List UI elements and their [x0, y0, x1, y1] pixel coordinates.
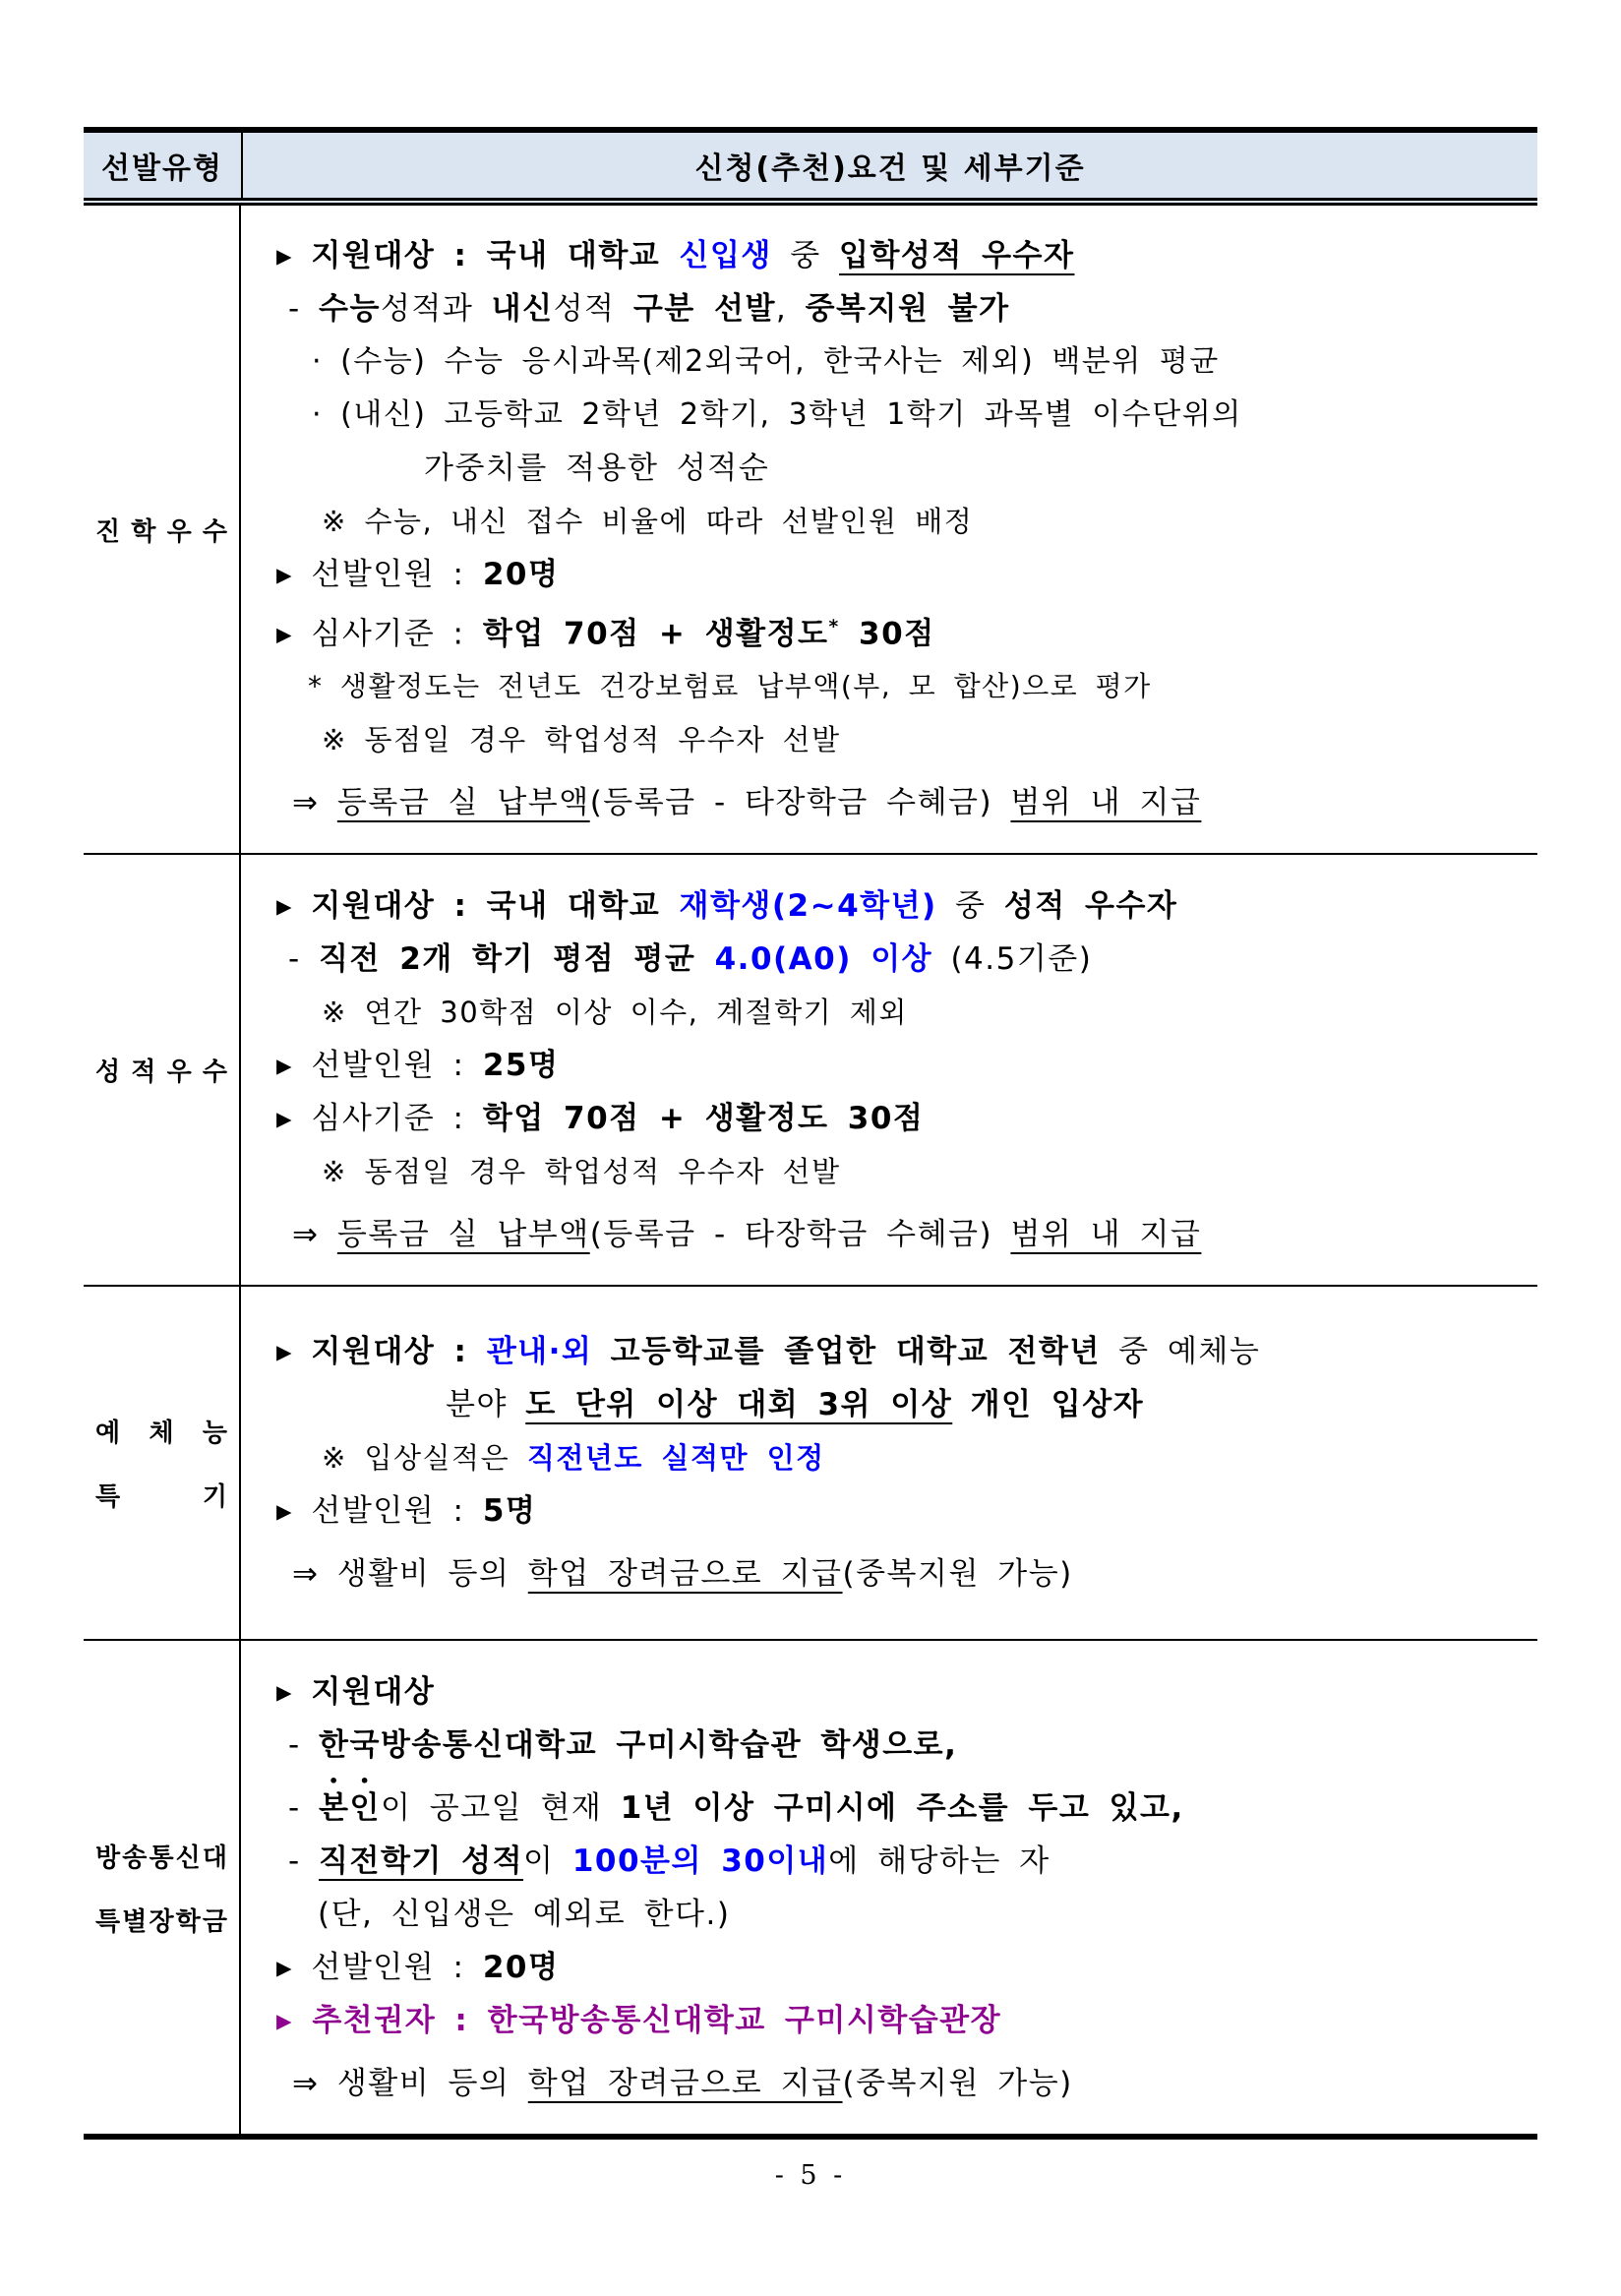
- text-line: [288, 1835, 1530, 1888]
- text-segment: 입학성적 우수자: [839, 238, 1075, 273]
- text-segment: ⇒: [292, 785, 337, 821]
- text-segment: 학업 70점 + 생활정도 30점: [482, 1100, 925, 1136]
- text-segment: 구분 선발: [632, 291, 776, 327]
- text-segment: 고등학교를 졸업한 대학교 전학년: [610, 1334, 1101, 1370]
- text-segment: ▸: [276, 1673, 312, 1710]
- label-char: 체: [149, 1419, 174, 1449]
- label-char: 진: [95, 516, 121, 547]
- text-segment: (중복지원 가능): [842, 2065, 1073, 2101]
- text-segment: ▸: [276, 887, 312, 924]
- text-line: [276, 548, 1530, 601]
- row-label-line: [95, 1838, 227, 1874]
- text-line: [322, 713, 1530, 766]
- row-criteria-content: [241, 1641, 1537, 2134]
- text-segment: 직전년도 실적만 인정: [526, 1441, 825, 1476]
- text-line: [276, 601, 1530, 660]
- label-char: 성: [95, 1057, 121, 1088]
- label-char: 특: [95, 1906, 121, 1937]
- text-segment: -: [288, 1843, 320, 1879]
- table-row-jinhak-usu: [84, 206, 1537, 853]
- text-segment: 이: [523, 1843, 572, 1879]
- text-segment: 에 해당하는 자: [828, 1843, 1051, 1879]
- label-char: 대: [202, 1843, 227, 1873]
- text-segment: 20명: [482, 1949, 560, 1985]
- text-segment: [952, 1387, 970, 1422]
- row-label: [84, 1641, 241, 2134]
- text-line: [276, 1092, 1530, 1145]
- text-segment: ※ 입상실적은: [322, 1441, 527, 1476]
- header-criteria: 신청(추천)요건 및 세부기준: [694, 151, 1086, 186]
- text-segment: (단, 신입생은 예외로 한다.): [318, 1896, 731, 1932]
- text-segment: (4.5기준): [932, 940, 1093, 977]
- text-segment: 등록금 실 납부액: [336, 1216, 590, 1252]
- text-segment: ▸ 선발인원 :: [276, 1047, 483, 1083]
- row-label-line: [95, 512, 227, 548]
- row-label: [84, 855, 241, 1285]
- row-label-line: [95, 1902, 227, 1938]
- row-criteria-content: [241, 855, 1537, 1285]
- text-segment: ※ 동점일 경우 학업성적 우수자 선발: [322, 723, 841, 757]
- label-char: 수: [202, 516, 227, 547]
- text-segment: 중 예체능: [1100, 1334, 1261, 1370]
- text-segment: 25명: [482, 1047, 560, 1083]
- label-char: 방: [95, 1843, 121, 1873]
- text-line: [276, 1325, 1530, 1378]
- text-segment: (중복지원 가능): [842, 1556, 1073, 1593]
- text-segment: [592, 1334, 610, 1369]
- text-segment: 지원대상 :: [311, 1334, 487, 1370]
- text-segment: 재학생(2~4학년): [679, 887, 937, 924]
- text-segment: ▸ 심사기준 :: [276, 1100, 483, 1136]
- text-line: [292, 1547, 1530, 1601]
- label-char: 금: [202, 1906, 227, 1937]
- text-segment: 범위 내 지급: [1010, 1216, 1202, 1252]
- text-segment: 수능: [319, 291, 381, 327]
- text-line: [312, 335, 1530, 389]
- text-segment: 추천권자 : 한국방송통신대학교 구미시학습관장: [312, 2002, 1002, 2038]
- text-line: [288, 933, 1530, 986]
- row-label: [84, 1287, 241, 1639]
- label-char: 학: [131, 516, 156, 547]
- row-label: [84, 206, 241, 853]
- text-line: [276, 1484, 1530, 1538]
- text-line: [322, 1145, 1530, 1198]
- row-criteria-content: [241, 1287, 1537, 1639]
- text-line: [318, 1888, 1530, 1941]
- text-segment: ,: [775, 291, 806, 327]
- text-segment: 지원대상 : 국내 대학교: [311, 238, 680, 273]
- label-char: 우: [166, 1057, 192, 1088]
- page-number: - 5 -: [774, 2160, 847, 2191]
- text-segment: 등록금 실 납부액: [336, 785, 590, 821]
- table-row-yecheneung-teukgi: [84, 1285, 1537, 1639]
- text-segment: ▸ 선발인원 :: [276, 1949, 483, 1985]
- text-segment: ▸: [276, 238, 312, 273]
- text-segment: ⇒ 생활비 등의: [292, 1556, 528, 1593]
- text-line: [276, 879, 1530, 933]
- text-line: [276, 229, 1530, 282]
- text-segment: 신입생: [679, 238, 772, 273]
- label-char: 예: [95, 1419, 121, 1449]
- text-segment: 직전학기 성적: [319, 1843, 524, 1879]
- label-char: 수: [202, 1057, 227, 1088]
- text-segment: 지원대상: [311, 1673, 436, 1710]
- row-label-line: [95, 1052, 227, 1088]
- text-segment: ▸: [276, 2002, 313, 2038]
- text-segment: ※ 수능, 내신 접수 비율에 따라 선발인원 배정: [322, 505, 974, 538]
- text-line: [276, 1941, 1530, 1994]
- text-line: [292, 1208, 1530, 1261]
- text-line: [276, 1994, 1530, 2047]
- text-segment: 성적 우수자: [1003, 887, 1178, 924]
- text-line: [292, 2057, 1530, 2110]
- text-segment: (등록금 - 타장학금 수혜금): [589, 785, 1011, 821]
- text-line: [276, 1665, 1530, 1719]
- row-label-line: [95, 1477, 227, 1513]
- text-segment: ※ 연간 30학점 이상 이수, 계절학기 제외: [322, 995, 908, 1029]
- text-line: [276, 1039, 1530, 1092]
- label-char: 우: [166, 516, 192, 547]
- text-segment: 가중치를 적용한 성적순: [424, 451, 770, 486]
- text-segment: (등록금 - 타장학금 수혜금): [589, 1216, 1011, 1252]
- text-segment: 관내·외: [486, 1334, 593, 1370]
- text-segment: ※ 동점일 경우 학업성적 우수자 선발: [322, 1154, 841, 1188]
- text-segment: 성적과: [380, 291, 492, 327]
- text-segment: 본인: [319, 1789, 381, 1826]
- text-segment: -: [288, 291, 320, 327]
- text-segment: 5명: [482, 1493, 537, 1530]
- text-segment: 도 단위 이상 대회 3위 이상: [525, 1387, 953, 1423]
- text-segment: ⇒: [292, 1216, 337, 1252]
- text-line: [312, 389, 1530, 442]
- label-char: 기: [202, 1482, 227, 1513]
- text-segment: -: [288, 1726, 320, 1763]
- text-segment: ▸: [276, 1334, 312, 1370]
- text-segment: * 생활정도는 전년도 건강보험료 납부액(부, 모 합산)으로 평가: [308, 670, 1152, 703]
- text-line: [322, 986, 1530, 1039]
- scholarship-criteria-table: [84, 127, 1537, 2140]
- table-body: [84, 206, 1537, 2134]
- text-segment: ▸ 심사기준 :: [276, 616, 483, 652]
- text-segment: 범위 내 지급: [1010, 785, 1202, 821]
- text-segment: 4.0(A0) 이상: [714, 940, 933, 977]
- text-segment: 학업 장려금으로 지급: [527, 1556, 843, 1593]
- label-char: 능: [202, 1419, 227, 1449]
- text-segment: 1년 이상 구미시에 주소를 두고 있고,: [620, 1789, 1184, 1826]
- text-segment: 성적: [553, 291, 633, 327]
- header-selection-type: 선발유형: [84, 133, 243, 198]
- label-char: 신: [175, 1843, 201, 1873]
- text-segment: -: [288, 1789, 320, 1826]
- label-char: 별: [122, 1906, 148, 1937]
- text-line: [288, 1719, 1530, 1772]
- label-char: 학: [175, 1906, 201, 1937]
- text-segment: ▸ 선발인원 :: [276, 1493, 483, 1530]
- label-char: 적: [131, 1057, 156, 1088]
- text-segment: -: [288, 940, 320, 977]
- text-segment: 학업 장려금으로 지급: [527, 2065, 843, 2101]
- text-segment: · (수능) 수능 응시과목(제2외국어, 한국사는 제외) 백분위 평균: [312, 344, 1220, 379]
- text-segment: 30점: [839, 616, 935, 652]
- text-line: [446, 1378, 1530, 1431]
- text-segment: 이 공고일 현재: [380, 1789, 621, 1826]
- table-header-row: [84, 133, 1537, 206]
- text-segment: 분야: [446, 1387, 526, 1423]
- text-segment: 중: [936, 887, 1004, 924]
- text-line: [322, 1431, 1530, 1484]
- text-segment: 직전 2개 학기 평점 평균: [319, 940, 715, 977]
- text-segment: ▸ 선발인원 :: [276, 557, 483, 592]
- text-segment: ⇒ 생활비 등의: [292, 2065, 528, 2101]
- text-line: [288, 1772, 1530, 1835]
- text-segment: 지원대상 : 국내 대학교: [311, 887, 680, 924]
- label-char: 송: [122, 1843, 148, 1873]
- row-criteria-content: [241, 206, 1537, 853]
- label-char: 장: [149, 1906, 174, 1937]
- label-char: 특: [95, 1482, 121, 1513]
- text-segment: 내신: [491, 291, 554, 327]
- text-line: [292, 776, 1530, 829]
- text-segment: 20명: [482, 557, 560, 592]
- text-segment: 학업 70점 + 생활정도: [482, 616, 829, 652]
- label-char: 통: [149, 1843, 174, 1873]
- text-segment: 100분의 30이내: [571, 1843, 829, 1879]
- text-segment: · (내신) 고등학교 2학년 2학기, 3학년 1학기 과목별 이수단위의: [312, 397, 1242, 432]
- text-line: [322, 495, 1530, 548]
- row-label-line: [95, 1413, 227, 1449]
- text-line: [308, 660, 1530, 713]
- table-row-bangsong-tongsindae: [84, 1639, 1537, 2134]
- text-line: [288, 282, 1530, 335]
- text-segment: 중: [771, 238, 840, 273]
- text-segment: *: [828, 617, 840, 637]
- text-line: [424, 442, 1530, 495]
- table-row-seongjeok-usu: [84, 853, 1537, 1285]
- text-segment: 중복지원 불가: [805, 291, 1010, 327]
- text-segment: 개인 입상자: [970, 1387, 1145, 1423]
- text-segment: 한국방송통신대학교 구미시학습관 학생으로,: [319, 1726, 958, 1763]
